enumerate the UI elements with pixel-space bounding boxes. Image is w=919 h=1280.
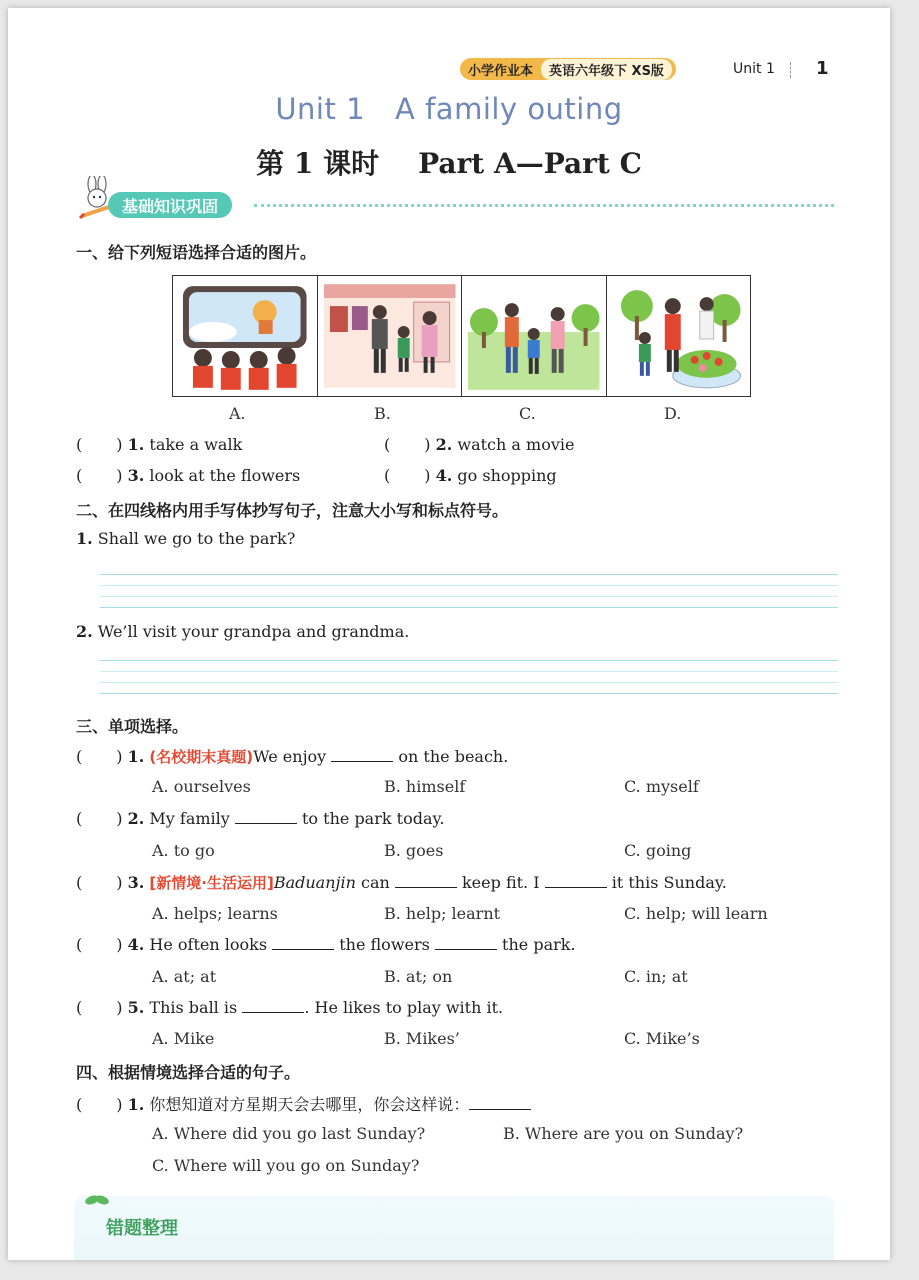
s4-q1-option-a[interactable]: A. Where did you go last Sunday?: [152, 1124, 426, 1143]
s3-q1-option-a[interactable]: A. ourselves: [152, 777, 251, 796]
s1-item-3: ( ) 3. look at the flowers: [76, 466, 301, 485]
s4-q1-option-b[interactable]: B. Where are you on Sunday?: [503, 1124, 744, 1143]
s3-q1-option-b[interactable]: B. himself: [384, 777, 466, 796]
book-badge: [460, 58, 676, 80]
s3-q5-option-c[interactable]: C. Mike’s: [624, 1029, 700, 1048]
four-line-grid-1[interactable]: [100, 574, 838, 618]
s4-q1-option-c[interactable]: C. Where will you go on Sunday?: [152, 1156, 420, 1175]
s1-item-4: ( ) 4. go shopping: [384, 466, 557, 485]
section-banner: 基础知识巩固: [108, 192, 232, 218]
mistake-notes-panel[interactable]: [74, 1196, 834, 1260]
lesson-title: 第 1 课时 Part A—Part C: [256, 147, 642, 180]
s3-question-2: ( ) 2. My family to the park today.: [76, 809, 445, 828]
picture-label-d: D.: [664, 404, 682, 423]
s3-question-5: ( ) 5. This ball is . He likes to play with it.: [76, 998, 504, 1017]
book-label: 英语六年级下 XS版: [541, 59, 672, 80]
source-tag: (名校期末真题): [149, 748, 254, 766]
s3-q1-option-c[interactable]: C. myself: [624, 777, 699, 796]
s3-q2-option-a[interactable]: A. to go: [152, 841, 215, 860]
section-4-heading: 四、根据情境选择合适的句子。: [76, 1063, 301, 1082]
s3-question-4: ( ) 4. He often looks the flowers the park.: [76, 935, 576, 954]
picture-d-flowers: [607, 276, 751, 396]
s3-q3-option-b[interactable]: B. help; learnt: [384, 904, 501, 923]
picture-c-walk: [462, 276, 607, 396]
picture-label-c: C.: [519, 404, 536, 423]
s1-item-2: ( ) 2. watch a movie: [384, 435, 575, 454]
section-1-heading: 一、给下列短语选择合适的图片。: [76, 243, 317, 262]
s3-q2-option-b[interactable]: B. goes: [384, 841, 444, 860]
unit-name: A family outing: [395, 92, 623, 126]
s3-q4-option-a[interactable]: A. at; at: [152, 967, 217, 986]
mistake-notes-title: 错题整理: [106, 1218, 178, 1239]
s3-q2-option-c[interactable]: C. going: [624, 841, 692, 860]
s2-item-1: 1. Shall we go to the park?: [76, 529, 296, 548]
sprout-icon: [84, 1192, 110, 1211]
picture-b-shopping: [318, 276, 463, 396]
s1-item-1: ( ) 1. take a walk: [76, 435, 243, 454]
s3-q3-option-c[interactable]: C. help; will learn: [624, 904, 768, 923]
picture-label-a: A.: [229, 404, 246, 423]
s3-q4-option-c[interactable]: C. in; at: [624, 967, 688, 986]
series-label: 小学作业本: [468, 63, 534, 79]
workbook-page: [8, 8, 890, 1260]
picture-strip: [172, 275, 751, 397]
unit-title: [8, 92, 890, 126]
banner-dotted-line: [254, 204, 834, 207]
picture-label-b: B.: [374, 404, 391, 423]
s3-question-3: ( ) 3. [新情境·生活运用]Baduanjin can keep fit. I it this Sunday.: [76, 873, 727, 892]
s4-question-1: ( ) 1. 你想知道对方星期天会去哪里，你会这样说：: [76, 1092, 531, 1115]
picture-a-movie: [173, 276, 318, 396]
s3-q5-option-b[interactable]: B. Mikes’: [384, 1029, 460, 1048]
s3-q5-option-a[interactable]: A. Mike: [152, 1029, 215, 1048]
s3-q4-option-b[interactable]: B. at; on: [384, 967, 453, 986]
section-2-heading: 二、在四线格内用手写体抄写句子，注意大小写和标点符号。: [76, 501, 509, 520]
s3-question-1: ( ) 1. (名校期末真题)We enjoy on the beach.: [76, 747, 509, 766]
four-line-grid-2[interactable]: [100, 660, 838, 704]
page-number: 1: [816, 58, 829, 79]
header-divider: [790, 62, 792, 78]
s2-item-2: 2. We’ll visit your grandpa and grandma.: [76, 622, 410, 641]
context-tag: [新情境·生活运用]: [149, 874, 274, 892]
header-unit: Unit 1: [733, 61, 775, 77]
s3-q3-option-a[interactable]: A. helps; learns: [152, 904, 278, 923]
section-3-heading: 三、单项选择。: [76, 717, 189, 736]
unit-label: Unit 1: [275, 92, 366, 126]
